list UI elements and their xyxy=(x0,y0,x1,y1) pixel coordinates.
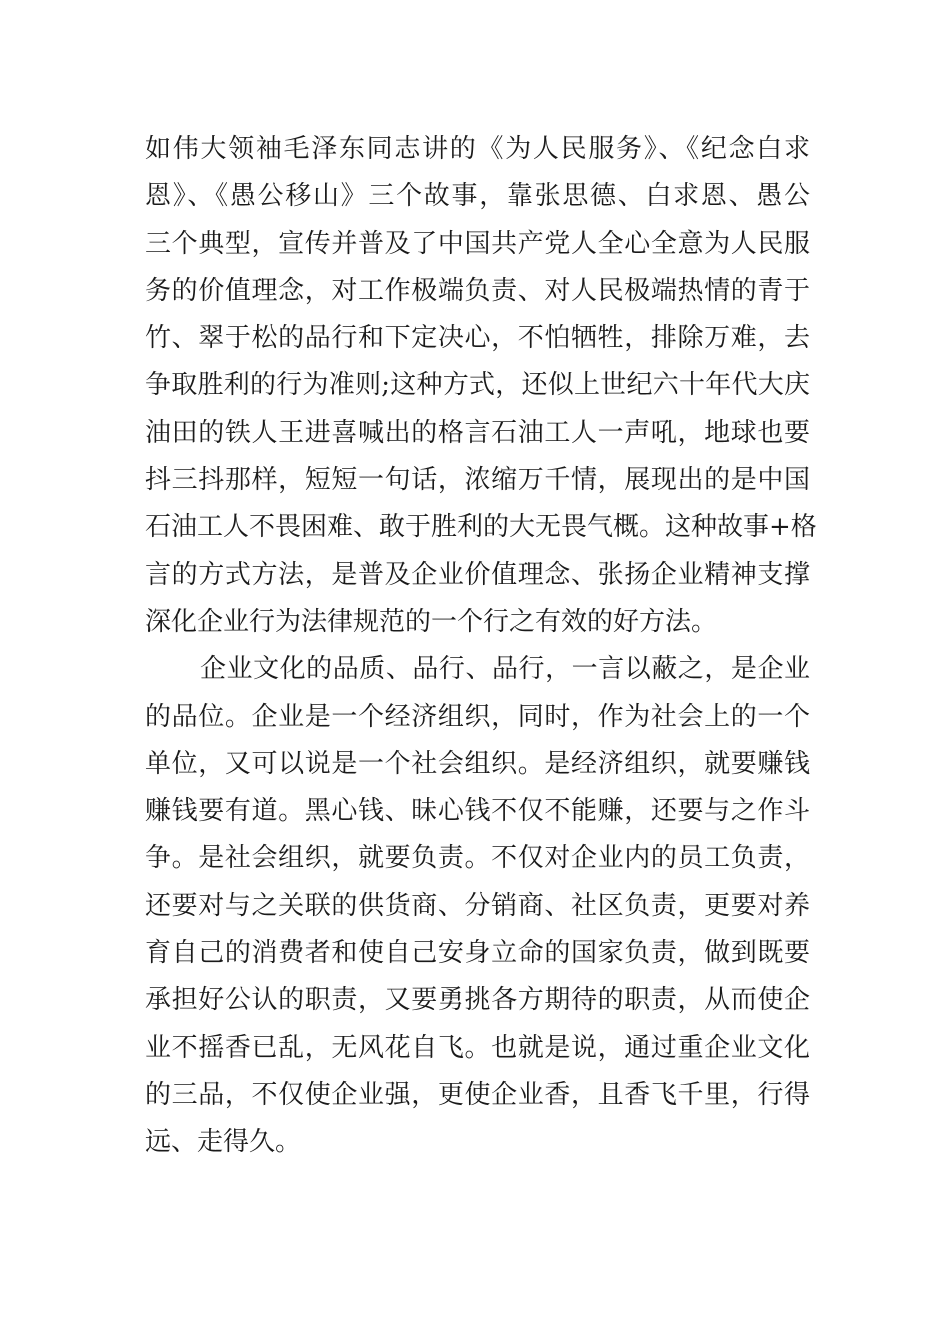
text-line: 赚钱要有道。黑心钱、昧心钱不仅不能赚，还要与之作斗 xyxy=(145,796,810,827)
paragraph-2 xyxy=(145,646,810,1166)
text-line: 的品位。企业是一个经济组织，同时，作为社会上的一个 xyxy=(145,701,810,732)
text-line: 油田的铁人王进喜喊出的格言石油工人一声吼，地球也要 xyxy=(145,417,810,448)
text-line: 承担好公认的职责，又要勇挑各方期待的职责，从而使企 xyxy=(145,985,810,1016)
text-line: 争。是社会组织，就要负责。不仅对企业内的员工负责， xyxy=(145,843,810,874)
text-line: 抖三抖那样，短短一句话，浓缩万千情，展现出的是中国 xyxy=(145,465,810,496)
text-line: 远、走得久。 xyxy=(145,1127,302,1158)
text-line: 单位，又可以说是一个社会组织。是经济组织，就要赚钱 xyxy=(145,748,810,779)
text-line: 竹、翠于松的品行和下定决心，不怕牺牲，排除万难，去 xyxy=(145,323,810,354)
text-line: 还要对与之关联的供货商、分销商、社区负责，更要对养 xyxy=(145,890,810,921)
text-line: 育自己的消费者和使自己安身立命的国家负责，做到既要 xyxy=(145,938,810,969)
text-line: 如伟大领袖毛泽东同志讲的《为人民服务》、《纪念白求 xyxy=(145,134,810,164)
text-line: 石油工人不畏困难、敢于胜利的大无畏气概。这种故事+格 xyxy=(145,512,817,543)
text-line: 三个典型，宣传并普及了中国共产党人全心全意为人民服 xyxy=(145,228,810,259)
text-line: 争取胜利的行为准则;这种方式，还似上世纪六十年代大庆 xyxy=(145,370,810,401)
text-line: 务的价值理念，对工作极端负责、对人民极端热情的青于 xyxy=(145,275,810,306)
paragraph-1 xyxy=(145,126,817,646)
text-line: 言的方式方法，是普及企业价值理念、张扬企业精神支撑 xyxy=(145,559,810,590)
document-body xyxy=(145,126,817,1167)
text-line: 企业文化的品质、品行、品行，一言以蔽之，是企业 xyxy=(200,654,810,685)
text-line: 深化企业行为法律规范的一个行之有效的好方法。 xyxy=(145,606,718,637)
text-line: 恩》、《愚公移山》三个故事，靠张思德、白求恩、愚公 xyxy=(145,181,810,212)
text-line: 的三品，不仅使企业强，更使企业香，且香飞千里，行得 xyxy=(145,1079,810,1110)
text-line: 业不摇香已乱，无风花自飞。也就是说，通过重企业文化 xyxy=(145,1032,810,1063)
